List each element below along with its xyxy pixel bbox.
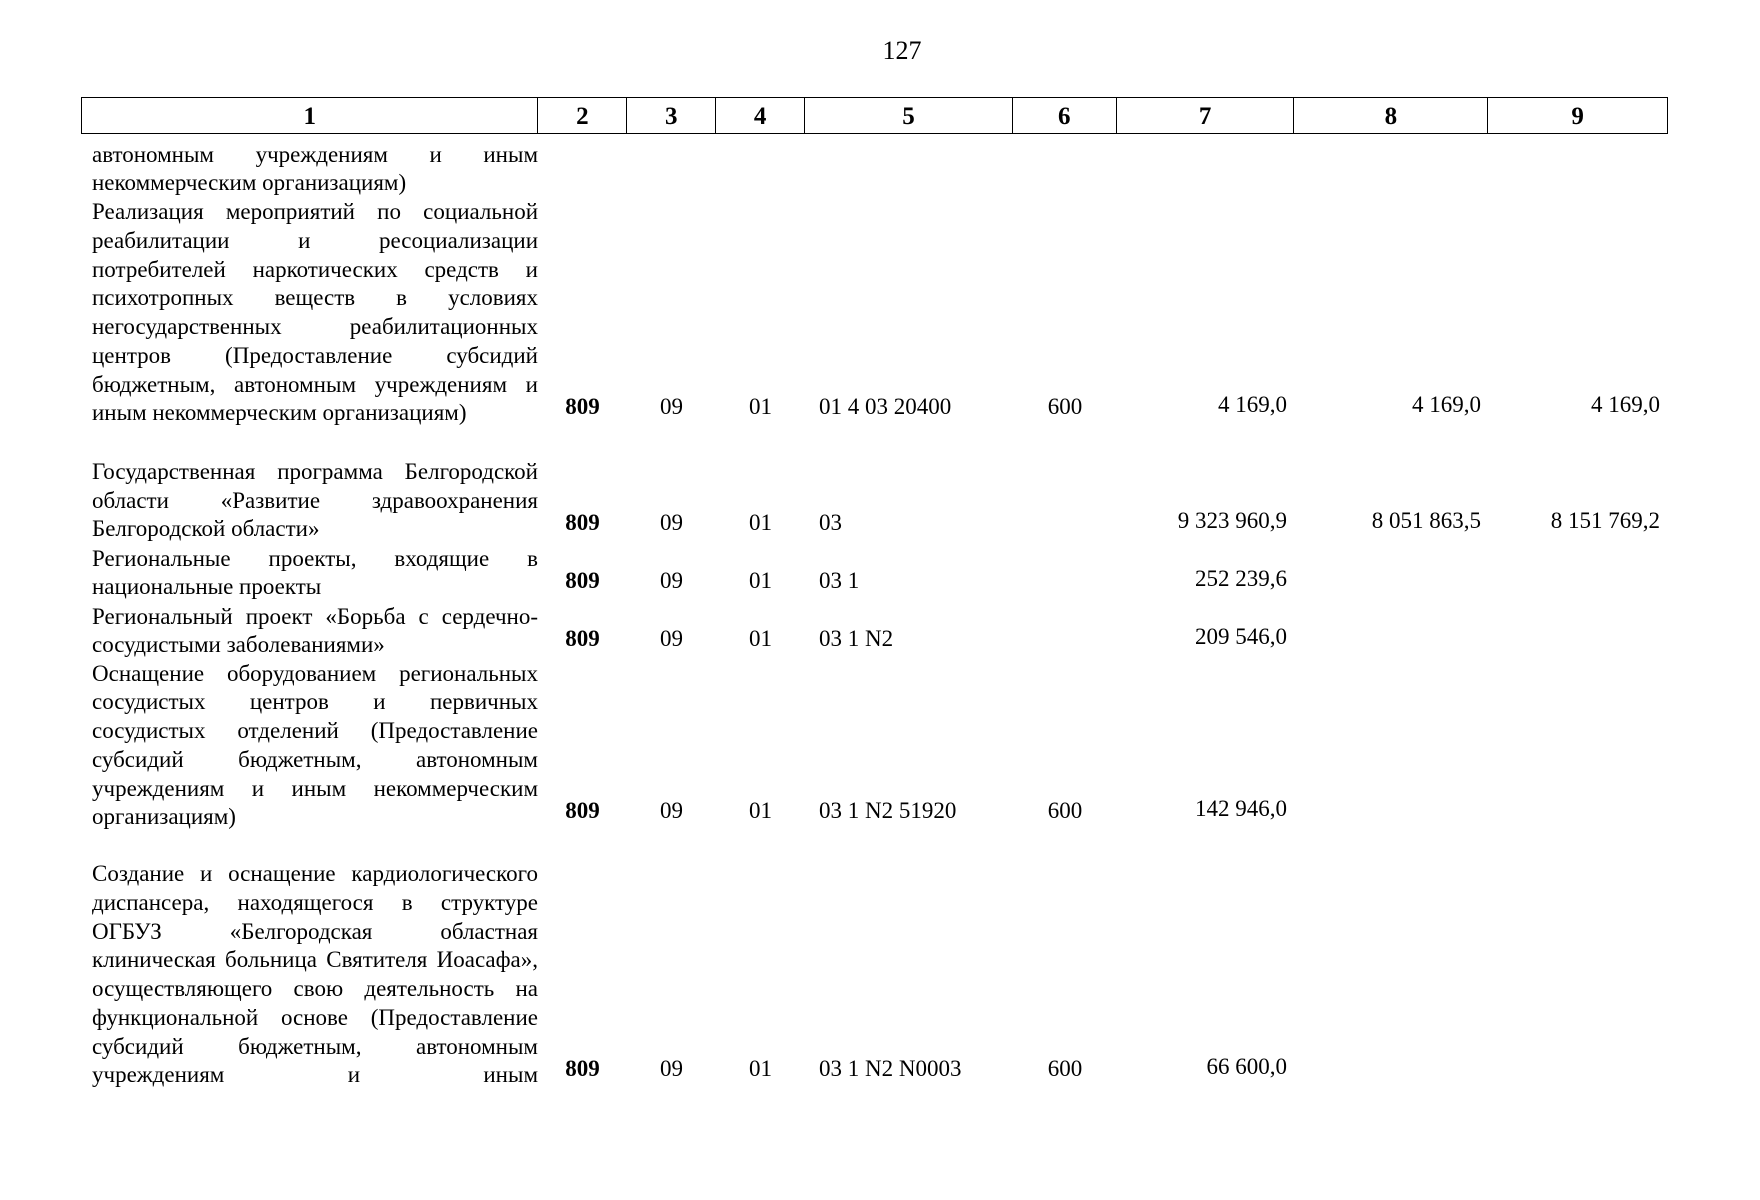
cell-csr: 03 1 N2 51920 [819, 798, 957, 824]
row-description: Региональные проекты, входящие в национальные проекты [92, 545, 538, 600]
cell-sum-3 [1489, 190, 1668, 198]
cell-vr [1013, 654, 1117, 660]
cell-csr: 03 [819, 510, 842, 536]
cell-csr: 03 1 [819, 568, 860, 594]
row-description: Оснащение оборудованием региональных сосудистых центров и первичных сосудистых отделений (Предоставление субсидий бюджетным, автономным учреждениям и иным некоммерческим организациям) [92, 660, 538, 830]
cell-pr: 01 [749, 568, 772, 594]
cell-sum-1: 66 600,0 [1206, 1054, 1287, 1080]
cell-ved: 809 [565, 394, 600, 420]
row-description: Государственная программа Белгородской области «Развитие здравоохранения Белгородской области» [92, 458, 538, 542]
row-description: Создание и оснащение кардиологического диспансера, находящегося в структуре ОГБУЗ «Белгородская областная клиническая больница Святителя Иоасафа», осуществляющего свою деятельность на функциональной основе (Предоставление субсидий бюджетным, автономным учреждениям и иным [92, 861, 538, 1088]
cell-vr [1013, 538, 1117, 544]
cell-rz: 09 [660, 1056, 683, 1082]
cell-csr: 03 1 N2 [819, 626, 894, 652]
cell-sum-3 [1489, 652, 1668, 660]
cell-pr: 01 [749, 1056, 772, 1082]
cell-sum-2 [1295, 652, 1489, 660]
cell-sum-2: 8 051 863,5 [1371, 508, 1481, 534]
cell-rz: 09 [660, 798, 683, 824]
cell-sum-2: 4 169,0 [1412, 392, 1481, 418]
table-row [81, 141, 1668, 198]
cell-ved: 809 [565, 626, 600, 652]
header-col-3: 3 [627, 98, 716, 133]
header-col-8: 8 [1294, 98, 1488, 133]
cell-vr: 600 [1047, 798, 1083, 824]
cell-csr: 03 1 N2 N0003 [819, 1056, 962, 1082]
header-col-7: 7 [1117, 98, 1295, 133]
table-row [81, 544, 1668, 602]
header-col-2: 2 [538, 98, 627, 133]
cell-vr: 600 [1047, 394, 1083, 420]
cell-rz: 09 [660, 568, 683, 594]
cell-sum-1 [1117, 190, 1295, 198]
cell-ved [538, 192, 627, 198]
cell-sum-3 [1489, 594, 1668, 602]
cell-sum-3 [1489, 1082, 1668, 1090]
cell-vr: 600 [1047, 1056, 1083, 1082]
page-number: 127 [882, 36, 922, 65]
header-col-5: 5 [805, 98, 1013, 133]
cell-pr: 01 [749, 626, 772, 652]
cell-sum-3: 4 169,0 [1591, 392, 1660, 418]
cell-pr: 01 [749, 510, 772, 536]
table-header [81, 97, 1668, 134]
cell-rz: 09 [660, 394, 683, 420]
cell-rz [627, 192, 716, 198]
cell-sum-1: 9 323 960,9 [1177, 508, 1287, 534]
cell-vr [1013, 596, 1117, 602]
cell-ved: 809 [565, 798, 600, 824]
cell-csr: 01 4 03 20400 [819, 394, 952, 420]
table-row [81, 198, 1668, 428]
cell-rz: 09 [660, 626, 683, 652]
cell-ved: 809 [565, 1056, 600, 1082]
cell-rz: 09 [660, 510, 683, 536]
cell-pr: 01 [749, 394, 772, 420]
cell-pr [716, 192, 805, 198]
cell-vr [1013, 192, 1117, 198]
cell-sum-2 [1295, 1082, 1489, 1090]
cell-sum-1: 142 946,0 [1195, 796, 1287, 822]
table-row [81, 660, 1668, 832]
cell-pr: 01 [749, 798, 772, 824]
cell-ved: 809 [565, 568, 600, 594]
cell-sum-2 [1295, 190, 1489, 198]
table-row [81, 428, 1668, 544]
cell-sum-3: 8 151 769,2 [1550, 508, 1660, 534]
cell-csr [805, 192, 1013, 198]
cell-sum-2 [1295, 594, 1489, 602]
row-description: Региональный проект «Борьба с сердечно-сосудистыми заболеваниями» [92, 603, 538, 658]
cell-sum-3 [1489, 824, 1668, 832]
table-body [81, 141, 1668, 1090]
cell-sum-1: 209 546,0 [1195, 624, 1287, 650]
cell-ved: 809 [565, 510, 600, 536]
table-row [81, 832, 1668, 1090]
row-description: Реализация мероприятий по социальной реабилитации и ресоциализации потребителей наркотических средств и психотропных веществ в условиях негосударственных реабилитационных центров (Предоставление субсидий бюджетным, автономным учреждениям и иным некоммерческим организациям) [92, 199, 538, 426]
header-col-4: 4 [716, 98, 805, 133]
header-col-1: 1 [82, 98, 538, 133]
row-description: автономным учреждениям и иным некоммерческим организациям) [92, 141, 538, 196]
table-row [81, 602, 1668, 660]
cell-sum-1: 4 169,0 [1218, 392, 1287, 418]
cell-sum-1: 252 239,6 [1195, 566, 1287, 592]
header-col-9: 9 [1571, 103, 1584, 130]
header-col-6: 6 [1013, 98, 1117, 133]
cell-sum-2 [1295, 824, 1489, 832]
